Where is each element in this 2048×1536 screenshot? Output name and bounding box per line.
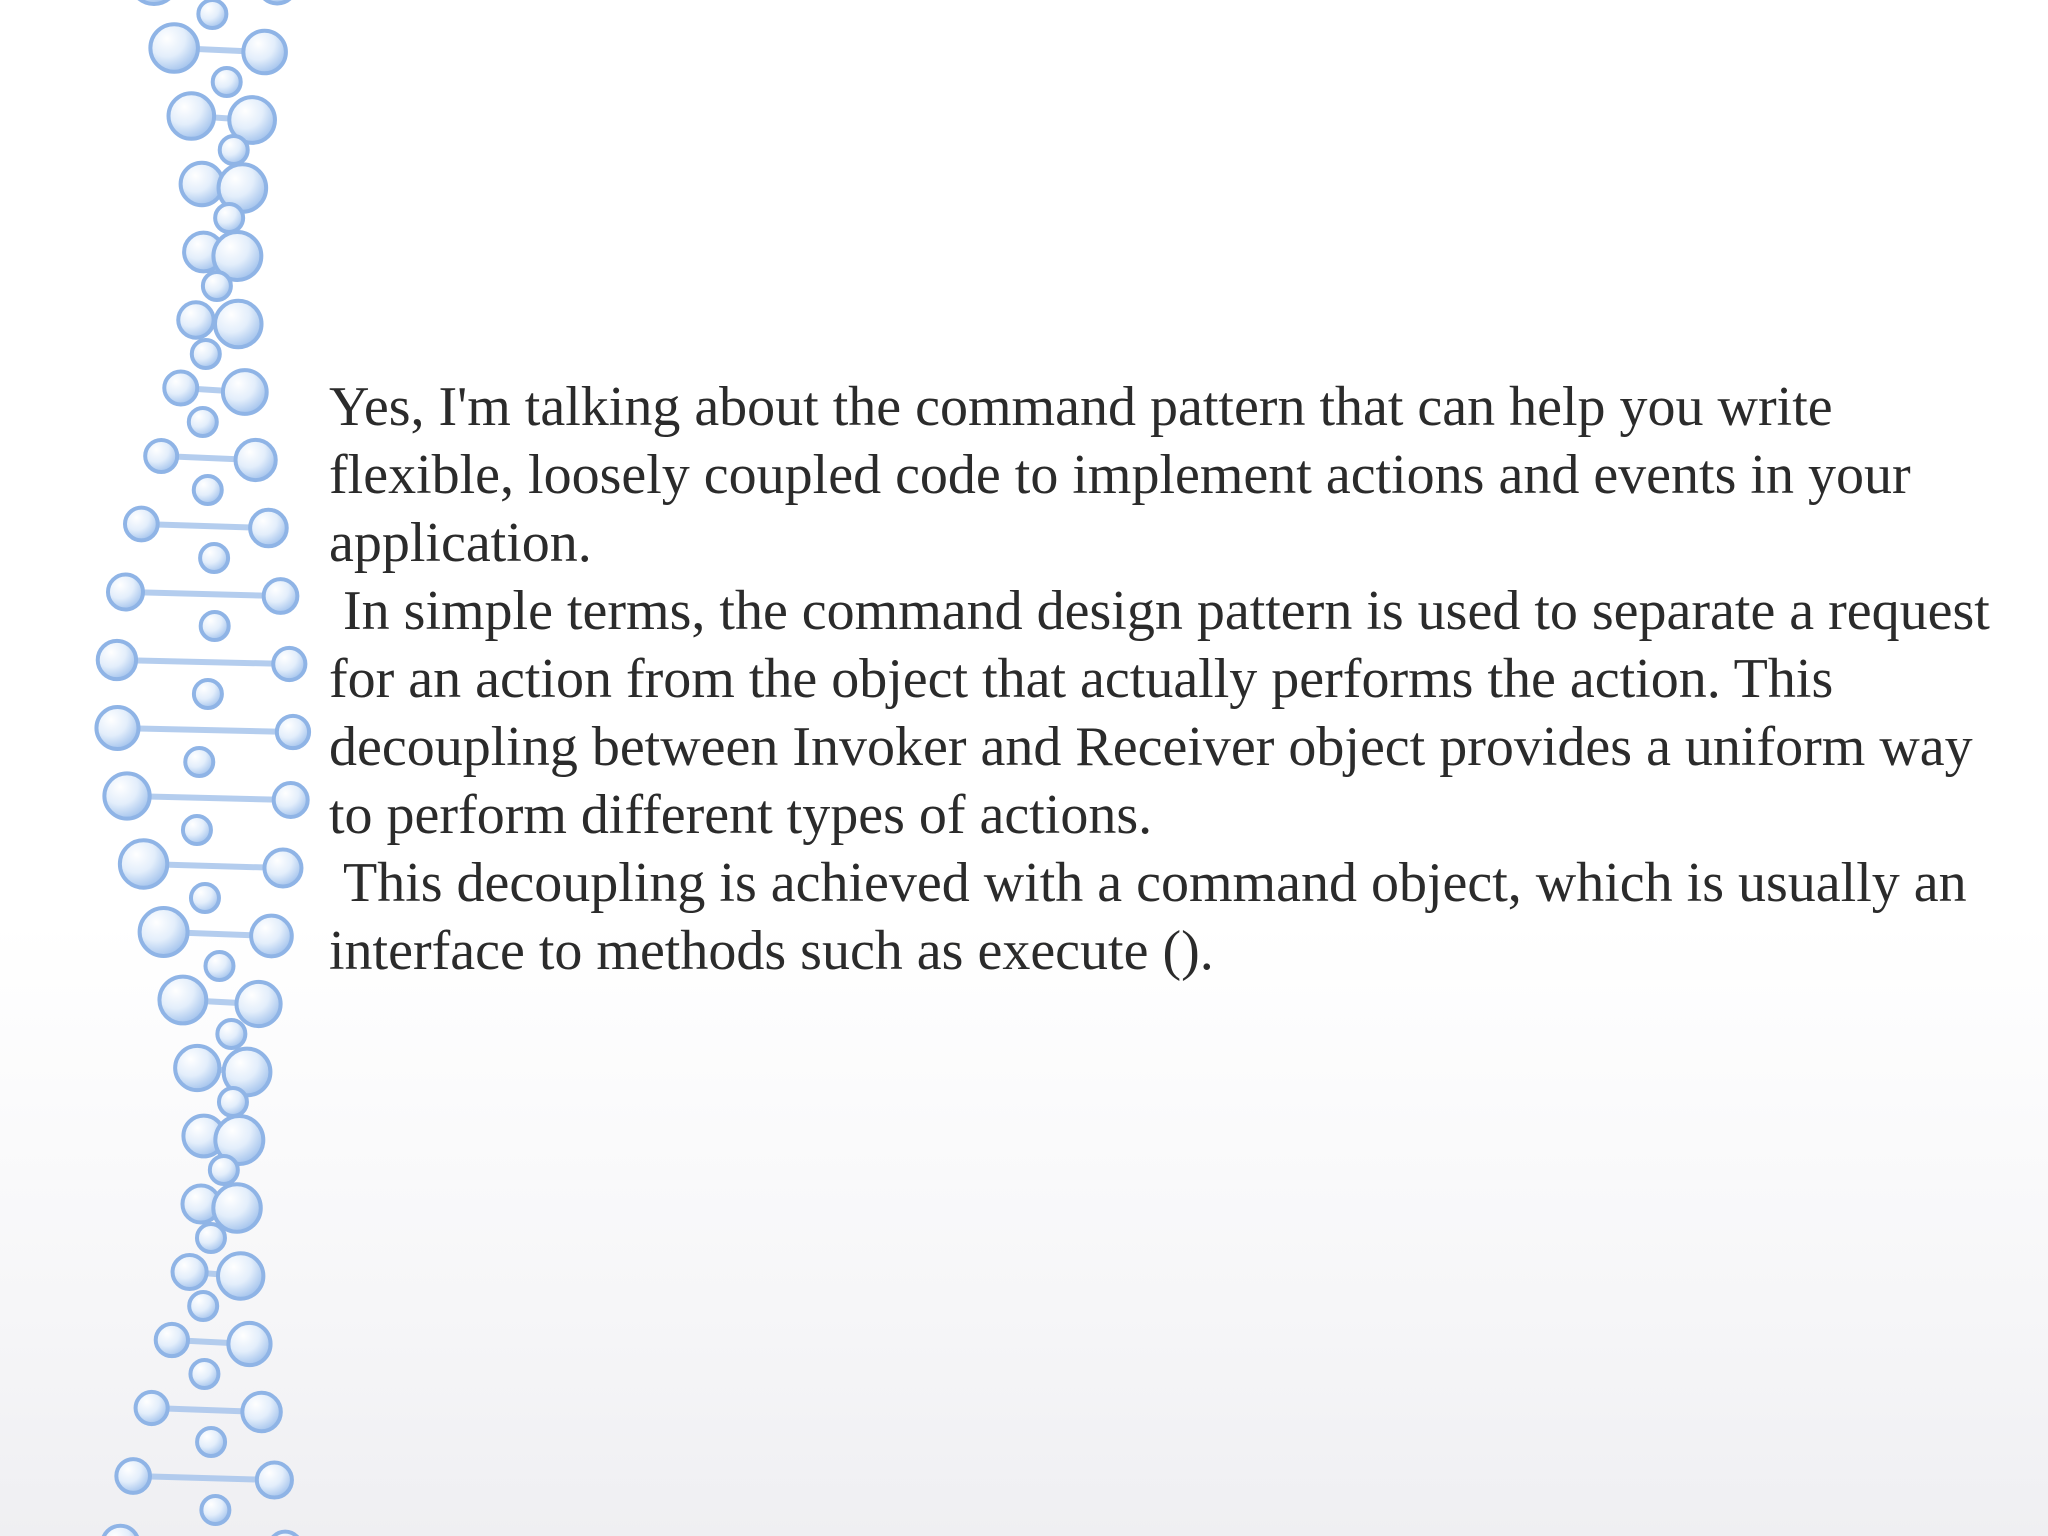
dna-atom [251, 916, 292, 957]
dna-atom [274, 783, 308, 817]
dna-atom [145, 440, 177, 472]
dna-atom [185, 748, 213, 776]
dna-bond [133, 1476, 274, 1480]
dna-atom [223, 370, 267, 414]
dna-atom [108, 574, 143, 609]
dna-atom [215, 204, 243, 232]
dna-atom [102, 1526, 139, 1536]
dna-bond [117, 728, 292, 732]
dna-atom [269, 1532, 302, 1536]
dna-atom [130, 0, 178, 4]
dna-atom [228, 1323, 270, 1365]
body-text [329, 373, 2009, 985]
dna-atom [104, 773, 149, 818]
dna-atom [125, 508, 158, 541]
dna-atom [98, 641, 136, 679]
dna-atom [277, 716, 309, 748]
dna-atom [198, 0, 226, 28]
dna-atom [205, 952, 233, 980]
dna-atom [220, 136, 248, 164]
dna-atom [173, 1255, 207, 1289]
dna-atom [156, 1324, 188, 1356]
dna-bond [125, 592, 280, 596]
dna-atom [264, 849, 301, 886]
dna-atom [200, 544, 228, 572]
dna-atom [215, 301, 262, 348]
dna-atom [120, 840, 167, 887]
dna-atom [169, 93, 215, 139]
dna-atom [178, 302, 213, 337]
dna-atom [264, 579, 298, 613]
dna-atom [201, 1496, 229, 1524]
dna-atom [140, 908, 188, 956]
dna-atom [242, 1393, 280, 1431]
dna-atom [197, 1224, 225, 1252]
dna-atom [191, 884, 219, 912]
dna-atom [194, 680, 222, 708]
dna-atom [96, 707, 138, 749]
paragraph-3: This decoupling is achieved with a command object, which is usually an interface to methods such as execute (). [329, 852, 1981, 982]
dna-atom [250, 510, 287, 547]
dna-atom [273, 648, 305, 680]
dna-atom [203, 272, 231, 300]
dna-atom [201, 612, 229, 640]
dna-atom [217, 1020, 245, 1048]
dna-atom [258, 0, 297, 3]
paragraph-2: In simple terms, the command design pattern is used to separate a request for an action from the object that actually performs the action. This decoupling between Invoker and Receiver object provides a uniform way to perform different types of actions. [329, 580, 2004, 846]
dna-atom [164, 372, 197, 405]
dna-atom [210, 1156, 238, 1184]
dna-atom [236, 440, 276, 480]
dna-atom [150, 24, 198, 72]
dna-atom [197, 1428, 225, 1456]
dna-atom [116, 1459, 150, 1493]
dna-atom [243, 31, 286, 74]
dna-atom [159, 977, 206, 1024]
dna-atom [213, 68, 241, 96]
dna-atom [181, 163, 223, 205]
dna-atom [136, 1392, 168, 1424]
dna-atom [219, 1088, 247, 1116]
dna-atom [218, 1253, 263, 1298]
dna-helix-icon [0, 0, 360, 1536]
dna-atom [175, 1046, 219, 1090]
dna-atom [183, 816, 211, 844]
dna-atom [190, 1360, 218, 1388]
paragraph-1: Yes, I'm talking about the command pattern that can help you write flexible, loosely coupled code to implement actions and events in your application. [329, 376, 1925, 574]
dna-atom [236, 982, 280, 1026]
dna-bond [117, 660, 289, 664]
dna-atom [192, 340, 220, 368]
dna-atom [189, 408, 217, 436]
dna-atom [194, 476, 222, 504]
dna-atom [189, 1292, 217, 1320]
dna-atom [257, 1462, 292, 1497]
dna-atom [213, 1184, 260, 1231]
